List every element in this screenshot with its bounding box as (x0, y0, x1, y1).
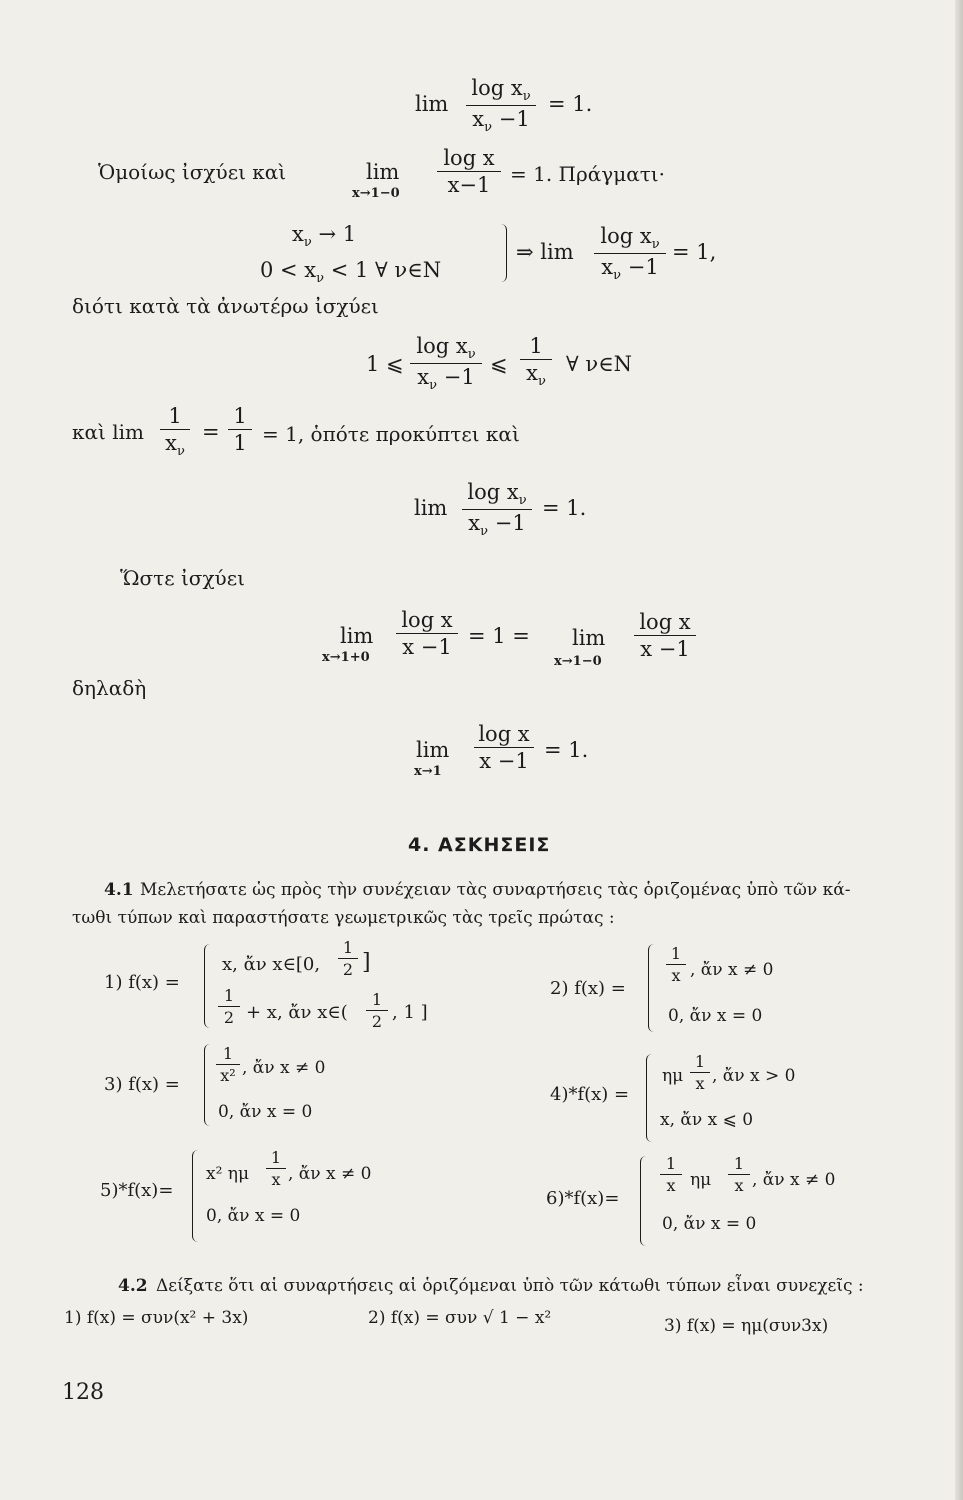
case-1-func: ημ (690, 1170, 712, 1190)
function-label: 1) f(x) = (104, 972, 180, 993)
fraction (437, 146, 501, 197)
numerator: 1 (168, 404, 182, 428)
numerator: log x (443, 146, 495, 170)
left-brace (646, 1054, 657, 1142)
denominator: x −1 (402, 635, 452, 659)
exercise-item-1: 1) f(x) = συν(x² + 3x) (64, 1308, 249, 1328)
case-1: , ἄν x ≠ 0 (242, 1058, 326, 1078)
numerator: log x (416, 334, 468, 358)
lim-subscript: x→1 (414, 764, 442, 779)
fraction-bar (160, 429, 190, 430)
fraction-bar (520, 359, 552, 360)
system-line-1: $x_\nu \to 1$ (292, 222, 357, 251)
numerator: log x (401, 608, 453, 632)
case-1: x, ἄν x∈[0, (222, 954, 321, 975)
page-number: 128 (62, 1380, 104, 1405)
equals-one: = 1, (672, 240, 717, 264)
fraction: 1 x (660, 1154, 682, 1195)
fraction (396, 608, 458, 659)
fraction: 1 x (690, 1052, 710, 1093)
denominator: x (165, 431, 177, 455)
denominator: 1 (233, 431, 247, 455)
fraction-bar (228, 429, 252, 430)
case-2: 0, ἄν x = 0 (218, 1102, 313, 1122)
case-1: , ἄν x ≠ 0 (690, 960, 774, 980)
fraction-bar (594, 253, 666, 254)
equals-sign: = (202, 420, 220, 444)
exercise-text: τωθι τύπων καὶ παραστήσατε γεωμετρικῶς τὰς τρεῖς πρώτας : (72, 908, 615, 928)
right-brace (496, 224, 507, 282)
and-lim-rhs: = 1, ὁπότε προκύπτει καὶ (262, 422, 520, 446)
equals-one: = 1. (544, 738, 589, 762)
function-label: 3) f(x) = (104, 1074, 180, 1095)
lim-subscript: x→1−0 (554, 654, 602, 669)
lim-text: lim (415, 92, 449, 116)
lim-text: lim (414, 496, 448, 520)
case-2: 0, ἄν x = 0 (206, 1206, 301, 1226)
equals-one: = 1. (548, 92, 593, 116)
denominator: x (601, 255, 614, 280)
case-1-func: ημ (662, 1066, 684, 1086)
left-brace (648, 944, 659, 1032)
fraction-bar (437, 171, 501, 172)
fraction: 1 $x_\nu$ (520, 334, 552, 389)
exercise-item-3: 3) f(x) = ημ(συν3x) (664, 1316, 829, 1336)
namely-text: δηλαδὴ (72, 676, 147, 700)
fraction-bar (396, 633, 458, 634)
fraction: $\log x_\nu$ $x_\nu -1$ (462, 480, 532, 539)
lim-text: lim (416, 738, 450, 762)
fraction (474, 722, 534, 773)
and-lim-text: καὶ lim (72, 420, 144, 444)
denominator: x (417, 365, 430, 390)
exercise-number: 4.1 (104, 880, 134, 900)
therefore-text: Ὥστε ἰσχύει (120, 566, 245, 590)
fraction-bar (634, 635, 696, 636)
fraction-bar (410, 363, 482, 364)
case-1: , ἄν x ≠ 0 (752, 1170, 836, 1190)
fraction: 1 x (728, 1154, 750, 1195)
fraction-bar (474, 747, 534, 748)
exercise-item-2: 2) f(x) = συν √ 1 − x² (368, 1308, 552, 1328)
case-1: , ἄν x ≠ 0 (288, 1164, 372, 1184)
case-1-func: x² ημ (206, 1164, 250, 1184)
left-brace (204, 944, 215, 1028)
fraction: $\log x_\nu$ $x_\nu -1$ (594, 224, 666, 283)
function-label: 6)*f(x)= (546, 1188, 620, 1209)
lim-subscript: x→1−0 (352, 186, 400, 201)
case-2: 0, ἄν x = 0 (668, 1006, 763, 1026)
left-brace (204, 1044, 215, 1126)
fraction: 1 2 (366, 990, 388, 1031)
denominator: x−1 (447, 173, 491, 197)
fraction: 1 x (266, 1148, 286, 1189)
bracket-close: ] (362, 950, 371, 975)
similarly-text: Ὁμοίως ἰσχύει καὶ (98, 160, 287, 184)
case-1: , ἄν x > 0 (712, 1066, 796, 1086)
equals-one: = 1. (542, 496, 587, 520)
fraction: 1 x (666, 944, 686, 985)
left-brace (640, 1156, 651, 1246)
lim-subscript: x→1+0 (322, 650, 370, 665)
case-2: 0, ἄν x = 0 (662, 1214, 757, 1234)
ineq-rhs: ∀ ν∈N (566, 352, 633, 376)
fraction: $\log x_\nu$ $x_\nu -1$ (466, 76, 536, 135)
function-label: 5)*f(x)= (100, 1180, 174, 1201)
numerator: log x (478, 722, 530, 746)
numerator: log x (600, 224, 652, 248)
fraction: $\log x_\nu$ $x_\nu -1$ (410, 334, 482, 393)
denominator: x (468, 511, 481, 536)
exercises-heading: 4. ΑΣΚΗΣΕΙΣ (408, 834, 551, 856)
numerator: 1 (529, 334, 543, 358)
fraction: 1 2 (218, 986, 240, 1027)
function-label: 2) f(x) = (550, 978, 626, 999)
fraction (634, 610, 696, 661)
lim-text: lim (366, 160, 400, 184)
ineq-mid: ⩽ (490, 352, 508, 376)
fraction: 1 2 (338, 938, 358, 979)
function-label: 4)*f(x) = (550, 1084, 630, 1105)
denominator: x −1 (640, 637, 690, 661)
left-brace (192, 1150, 203, 1242)
lim-text: lim (340, 624, 374, 648)
similarly-rhs: = 1. Πράγματι· (510, 162, 665, 186)
fraction: 1 $x_\nu$ (160, 404, 190, 459)
denominator: x (526, 361, 538, 385)
denominator: x (472, 107, 485, 132)
exercise-text: Μελετήσατε ὡς πρὸς τὴν συνέχειαν τὰς συναρτήσεις τὰς ὁριζομένας ὑπὸ τῶν κά- (140, 880, 851, 900)
fraction: 1 x² (216, 1044, 240, 1085)
case-2: + x, ἄν x∈( (246, 1002, 348, 1023)
equals-one-mid: = 1 = (468, 624, 530, 648)
ineq-lhs: 1 ⩽ (366, 352, 404, 376)
numerator: log x (639, 610, 691, 634)
exercise-text: Δείξατε ὅτι αἱ συναρτήσεις αἱ ὁριζόμεναι ὑπὸ τῶν κάτωθι τύπων εἶναι συνεχεῖς : (156, 1276, 864, 1296)
numerator: 1 (233, 404, 247, 428)
because-text: διότι κατὰ τὰ ἀνωτέρω ἰσχύει (72, 294, 379, 318)
exercise-number: 4.2 (118, 1276, 148, 1296)
numerator: log x (471, 76, 523, 100)
page-edge (955, 0, 963, 1500)
system-line-2: $0 < x_\nu < 1$ ∀ ν∈N (260, 258, 442, 287)
fraction-bar (462, 509, 532, 510)
fraction-bar (466, 105, 536, 106)
implies-lim: ⇒ lim (516, 240, 574, 264)
case-2-end: , 1 ] (392, 1002, 428, 1023)
numerator: log x (467, 480, 519, 504)
fraction (228, 404, 252, 455)
denominator: x −1 (479, 749, 529, 773)
lim-text: lim (572, 626, 606, 650)
case-2: x, ἄν x ⩽ 0 (660, 1110, 754, 1130)
